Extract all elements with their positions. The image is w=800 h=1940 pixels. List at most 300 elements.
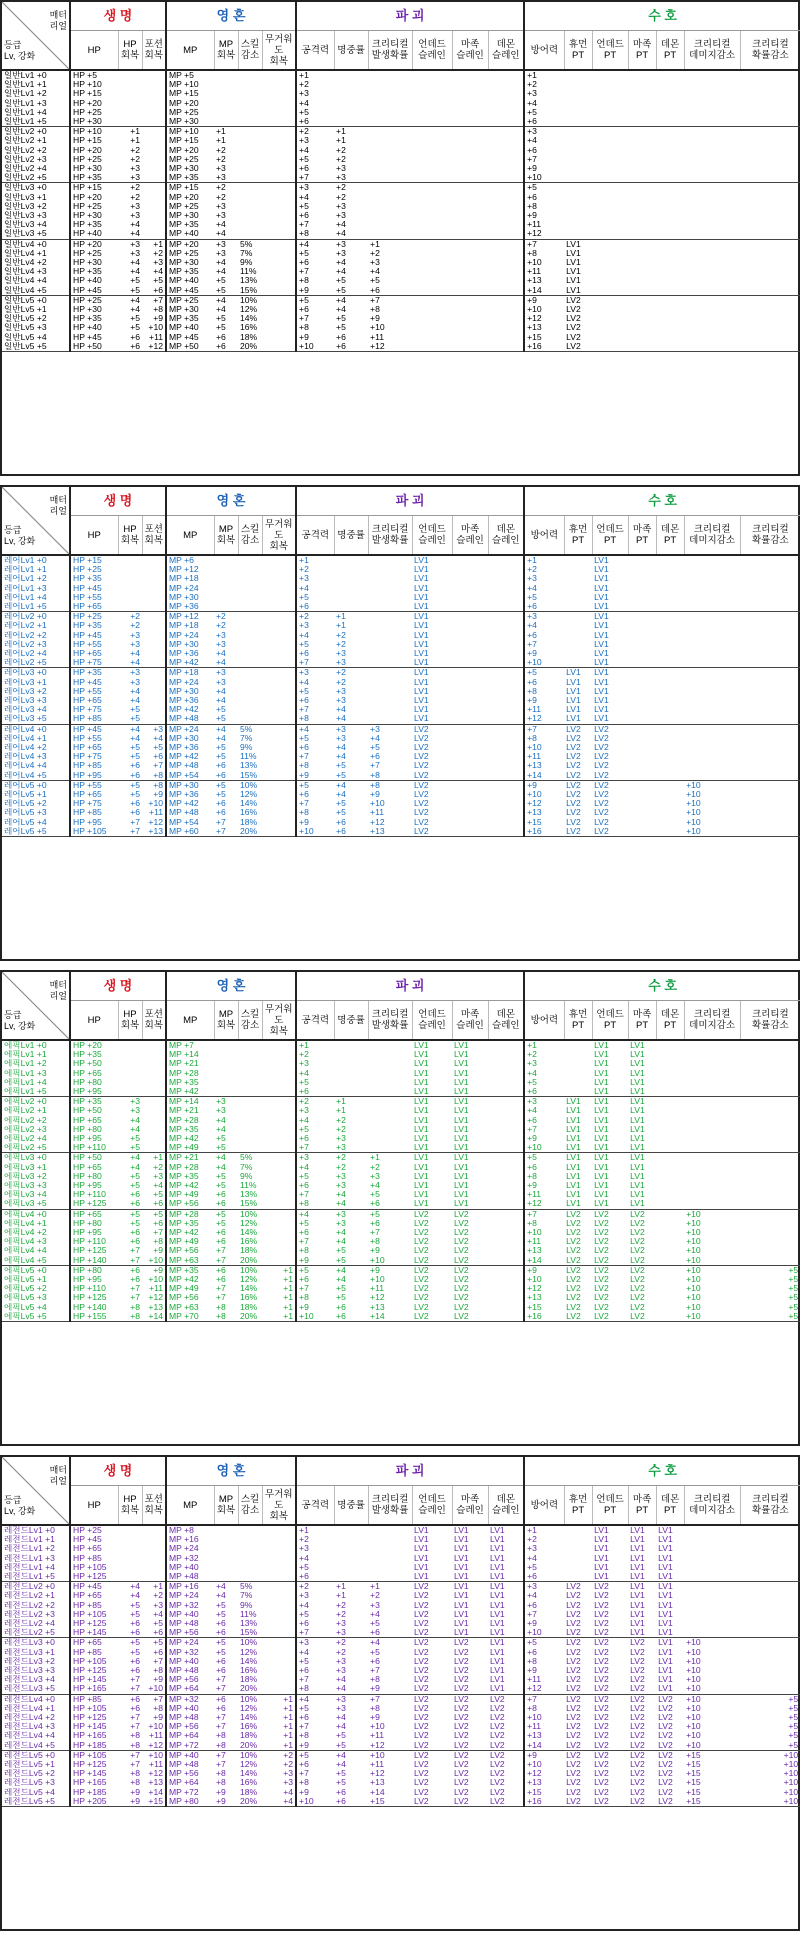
stat-cell [656,1116,684,1125]
stat-cell: HP +65 [70,1544,118,1553]
stat-cell: +16 [524,1797,564,1807]
stat-cell: +5 [118,1143,142,1153]
stat-cell: LV1 [630,1544,645,1554]
stat-cell [656,696,684,705]
stat-cell: +3 [334,173,368,183]
stat-cell: HP +125 [70,1572,118,1582]
stat-cell [740,146,800,155]
stat-cell: 18% [240,332,258,342]
stat-cell: +6 [296,1275,334,1284]
stat-cell: +8 [524,734,564,743]
stat-cell [740,555,800,565]
stat-cell: +4 [296,1554,334,1563]
stat-cell [142,1125,166,1134]
stat-cell: LV2 [594,1666,609,1676]
stat-cell [488,1097,524,1107]
stat-cell: +1 [283,1302,294,1312]
stat-cell: LV1 [592,658,628,668]
stat-cell: LV2 [658,1731,673,1741]
stat-cell [564,229,592,239]
stat-cell: +4 [524,1106,564,1115]
stat-cell: HP +50 [70,1059,118,1068]
stat-cell [740,808,800,817]
stat-cell [118,1572,142,1582]
stat-cell [488,696,524,705]
stat-cell [368,1125,412,1134]
stat-cell [238,640,262,649]
stat-cell: +3 [336,1134,346,1144]
stat-cell: +5 [788,1694,799,1704]
stat-cell [564,183,592,193]
stat-cell: MP +25 [166,202,214,211]
stat-cell [452,678,488,687]
column-header: 휴먼 PT [564,516,592,556]
stat-cell: +7 [370,295,380,305]
stat-cell [488,70,524,80]
stat-cell: +3 [370,258,380,268]
stat-cell: +4 [334,1684,368,1694]
stat-cell [238,631,262,640]
stat-cell [656,780,684,790]
stat-cell [334,1563,368,1572]
stat-cell: +5 [524,183,564,193]
stat-cell: LV1 [592,1087,628,1097]
stat-cell: +13 [148,1778,163,1788]
stat-cell [238,146,262,155]
stat-cell [684,295,740,305]
stat-cell: +10 [686,799,701,809]
stat-cell [262,555,296,565]
stat-cell: LV2 [566,1581,581,1592]
column-header: HP 회복 [118,1001,142,1041]
stat-cell: +6 [296,305,334,314]
stat-cell [368,1563,412,1572]
row-grade-label: 레어Lv3 +4 [4,705,47,715]
stat-cell [684,1069,740,1078]
stat-cell: LV2 [566,1609,581,1619]
stat-cell [452,239,488,249]
stat-cell [488,1125,524,1134]
row-grade-label: 레전드Lv4 +0 [4,1694,55,1704]
column-header: MP 회복 [214,516,238,556]
row-grade-label: 레어Lv3 +2 [4,686,47,696]
stat-cell: +5 [788,1302,799,1312]
stat-cell [684,752,740,761]
stat-cell: LV1 [594,1096,609,1107]
stat-cell: +6 [130,1190,140,1200]
stat-cell: +4 [153,1181,163,1191]
stat-cell: LV2 [656,1797,684,1807]
stat-cell [628,267,656,276]
stat-cell [488,1303,524,1312]
stat-cell [452,734,488,743]
stat-cell: LV1 [594,621,609,631]
stat-cell [262,1134,296,1143]
stat-cell: LV1 [630,1106,645,1116]
stat-cell [656,202,684,211]
stat-cell: +6 [334,827,368,837]
stat-cell: +3 [336,724,346,734]
stat-cell: +6 [336,817,346,827]
column-header: 명중률 [334,1486,368,1526]
stat-cell [656,734,684,743]
column-header: 데몬 PT [656,516,684,556]
stat-cell [452,818,488,827]
stat-cell [740,705,800,714]
stat-cell [488,1181,524,1190]
stat-cell: LV1 [454,1115,469,1125]
stat-cell [488,790,524,799]
stat-cell [262,752,296,761]
stat-cell: +8 [524,687,564,696]
stat-cell [740,99,800,108]
stat-cell: LV1 [454,1050,469,1060]
stat-cell: MP +25 [166,155,214,164]
stat-cell: +10 [142,1256,166,1266]
row-grade-label: 에픽Lv2 +4 [4,1134,47,1144]
stat-cell: MP +49 [166,1190,214,1199]
row-grade-label: 레전드Lv3 +4 [4,1675,55,1685]
stat-cell: +3 [216,1096,226,1107]
table-row [2,1741,800,1751]
stat-cell: MP +64 [166,1731,214,1740]
column-header: 크리티컬 발생확률 [368,516,412,556]
row-grade-label: 일반Lv1 +3 [4,98,47,108]
stat-cell [488,1143,524,1153]
stat-cell: HP +85 [70,761,118,770]
stat-cell: +10 [684,1684,740,1694]
table-row [2,1684,800,1694]
table-row [2,276,800,285]
stat-cell: LV1 [592,714,628,724]
stat-cell: +4 [296,1116,334,1125]
stat-cell: LV2 [594,1769,609,1779]
stat-cell [368,714,412,724]
table-row [2,565,800,574]
stat-cell [488,621,524,630]
stat-cell [118,593,142,602]
stat-cell [656,1181,684,1190]
stat-cell: LV1 [566,705,581,715]
table-row [2,333,800,342]
row-grade-label: 레어Lv2 +2 [4,630,47,640]
stat-cell [368,117,412,127]
column-header: 스킬 감소 [238,516,262,556]
stat-cell: MP +48 [166,1572,214,1582]
stat-cell [452,584,488,593]
stat-cell [740,1601,800,1610]
stat-cell [656,612,684,622]
stat-cell [656,220,684,229]
stat-cell: HP +110 [70,1143,118,1153]
stat-cell [452,108,488,117]
stat-cell: HP +45 [70,584,118,593]
stat-cell [142,1554,166,1563]
stat-cell [452,127,488,137]
stat-cell: LV2 [594,1275,609,1285]
stat-cell: LV2 [658,1760,673,1770]
stat-cell: +4 [524,621,564,630]
column-header: 명중률 [334,1001,368,1041]
stat-cell: 16% [240,1722,258,1732]
stat-cell: +6 [296,1666,334,1675]
stat-cell: LV2 [454,1237,469,1247]
stat-cell: LV2 [566,1293,581,1303]
stat-cell: +2 [283,1760,294,1770]
stat-cell: +5 [740,1741,800,1751]
stat-cell [142,678,166,687]
stat-cell [238,1078,262,1087]
stat-cell [262,808,296,817]
stat-cell [656,649,684,658]
stat-cell [740,743,800,752]
header-corner [2,2,70,70]
stat-cell [740,687,800,696]
stat-cell: +1 [283,1722,294,1732]
stat-cell: MP +15 [166,183,214,193]
stat-cell [334,108,368,117]
stat-cell [684,1059,740,1068]
stat-cell: LV1 [658,1637,673,1648]
stat-cell [368,640,412,649]
stat-cell: +3 [524,1544,564,1553]
stat-cell: HP +65 [70,696,118,705]
column-header: 포션 회복 [142,1486,166,1526]
table-row [2,220,800,229]
stat-cell [684,771,740,781]
stat-cell [142,602,166,612]
stat-cell [412,202,452,211]
stat-cell: +7 [118,1684,142,1694]
stat-cell: LV1 [488,1628,524,1638]
stat-cell [262,99,296,108]
stat-cell: +12 [370,1769,385,1779]
stat-cell: +3 [336,686,346,696]
stat-cell [656,827,684,837]
stat-cell: LV1 [414,1115,429,1125]
stat-cell [334,1544,368,1553]
stat-cell: +4 [524,584,564,593]
stat-cell: +5 [296,249,334,258]
stat-cell: +7 [296,1675,334,1684]
stat-cell: LV2 [414,1591,429,1601]
stat-cell: +11 [370,1731,384,1741]
stat-cell: +5 [130,1600,140,1610]
stat-cell: LV2 [594,1750,609,1760]
stat-cell [238,696,262,705]
stat-cell: +4 [130,696,140,706]
stat-cell [740,790,800,799]
stat-cell: +3 [370,1171,380,1181]
stat-cell [684,687,740,696]
stat-cell [142,183,166,193]
stat-cell: +6 [214,1628,238,1638]
stat-cell: 9% [240,1171,253,1181]
table-row [2,1059,800,1068]
stat-cell: LV2 [414,780,429,790]
stat-cell [684,89,740,98]
group-header-3: 수 호 [524,972,800,1001]
stat-cell [740,276,800,285]
stat-cell: +5 [336,1778,346,1788]
stat-cell: +5 [296,108,334,117]
stat-cell: LV1 [594,1152,609,1163]
stat-cell [262,1544,296,1553]
stat-cell [412,239,452,249]
stat-cell: LV1 [454,1591,469,1601]
stat-cell: LV1 [594,1535,609,1545]
stat-cell: LV2 [414,1581,429,1592]
stat-cell [452,658,488,668]
stat-cell [368,193,412,202]
stat-cell [488,220,524,229]
stat-cell [684,286,740,296]
stat-cell [334,117,368,127]
stat-cell [488,1293,524,1302]
stat-cell [740,1190,800,1199]
stat-cell: +1 [524,70,564,80]
stat-cell [452,276,488,285]
stat-cell: +10 [524,305,564,314]
stat-cell [656,640,684,649]
stat-cell: LV2 [414,808,429,818]
stat-cell: +8 [296,1246,334,1255]
stat-cell: LV2 [490,1703,505,1713]
stat-cell [142,687,166,696]
stat-cell: LV1 [630,1591,645,1601]
stat-cell: 16% [240,1666,258,1676]
stat-cell [592,258,628,267]
stat-cell: +4 [130,733,140,743]
stat-cell [262,202,296,211]
stat-cell [564,640,592,649]
stat-cell: LV1 [454,1162,469,1172]
stat-cell: +2 [370,1591,380,1601]
stat-cell [628,696,656,705]
row-grade-label: 레전드Lv1 +3 [4,1553,55,1563]
stat-cell: +9 [524,1750,564,1760]
row-grade-label: 레어Lv5 +0 [4,780,47,790]
stat-cell: MP +36 [166,649,214,658]
stat-cell: +4 [216,686,226,696]
stat-cell: LV1 [594,1068,609,1078]
stat-cell: +3 [336,211,346,221]
stat-cell [684,1153,740,1163]
stat-cell: 18% [240,1246,258,1256]
stat-cell: LV1 [594,667,609,678]
stat-cell [262,668,296,678]
stat-cell: LV1 [566,667,581,678]
stat-cell: MP +5 [166,70,214,80]
stat-cell: LV1 [490,1675,505,1685]
stat-cell: HP +55 [70,640,118,649]
stat-cell: MP +28 [166,1209,214,1219]
stat-cell: LV2 [490,1713,505,1723]
row-grade-label: 일반Lv4 +4 [4,276,47,286]
column-header: 크리티컬 확률감소 [740,31,800,71]
stat-cell: +1 [296,70,334,80]
stat-cell: MP +48 [166,808,214,817]
stat-cell: LV2 [414,1787,429,1797]
stat-cell: +9 [524,164,564,173]
stat-cell [564,70,592,80]
stat-cell [684,1628,740,1638]
stat-cell: +4 [336,295,346,305]
stat-cell: +6 [524,117,564,127]
stat-cell: LV1 [414,592,429,602]
column-header: 마족 PT [628,1486,656,1526]
column-header: 무거워도 회복 [262,516,296,556]
stat-cell [142,1525,166,1535]
stat-cell [684,705,740,714]
stat-cell [564,1572,592,1582]
stat-cell: +13 [524,808,564,817]
stat-cell [628,333,656,342]
stat-cell: 11% [240,1181,257,1191]
stat-cell [684,584,740,593]
stat-cell: +7 [524,1694,564,1704]
stat-cell: +5 [130,780,140,790]
corner-material-label: 매터 리얼 [49,494,67,516]
stat-cell [740,286,800,296]
row-grade-label: 레전드Lv1 +1 [4,1535,55,1545]
stat-cell [118,99,142,108]
stat-cell [740,1648,800,1657]
stat-cell: 11% [240,752,257,762]
stat-cell [334,565,368,574]
stat-cell: LV1 [414,1124,429,1134]
stat-cell: +5 [216,743,226,753]
stat-cell: 15% [238,1199,262,1209]
group-header-0: 생 명 [70,2,166,31]
stat-cell [628,258,656,267]
stat-cell: HP +155 [70,1312,118,1322]
stat-cell: +9 [370,1265,380,1275]
stat-cell [564,89,592,98]
stat-cell: +14 [524,771,564,781]
stat-cell: HP +35 [70,220,118,229]
stat-cell: +4 [336,1760,346,1770]
row-grade-label: 에픽Lv1 +4 [4,1077,47,1087]
stat-cell: MP +42 [166,752,214,761]
stat-cell [238,1125,262,1134]
stat-cell: +15 [524,818,564,827]
stat-cell: MP +32 [166,1554,214,1563]
stat-cell [142,117,166,127]
stat-cell: +7 [216,1246,226,1256]
stat-cell: +8 [216,1302,226,1312]
stat-cell: HP +65 [70,602,118,612]
stat-cell [656,258,684,267]
row-grade-label: 레어Lv3 +0 [4,667,47,678]
stat-cell [740,127,800,137]
stat-cell: 15% [238,1628,262,1638]
stat-cell: MP +7 [166,1040,214,1050]
column-header: 스킬 감소 [238,1486,262,1526]
stat-cell [564,1544,592,1553]
stat-cell: HP +65 [70,743,118,752]
stat-cell: +10 [740,1797,800,1807]
stat-cell: LV2 [630,1778,645,1788]
row-grade-label: 레어Lv1 +1 [4,565,47,575]
corner-grade-label: 등급 Lv, 강화 [4,39,36,61]
stat-cell: LV1 [630,1050,645,1060]
stat-cell [740,1078,800,1087]
stat-cell [334,70,368,80]
stat-cell: MP +30 [166,258,214,267]
stat-cell: 12% [240,790,258,800]
stat-cell: +6 [296,696,334,705]
